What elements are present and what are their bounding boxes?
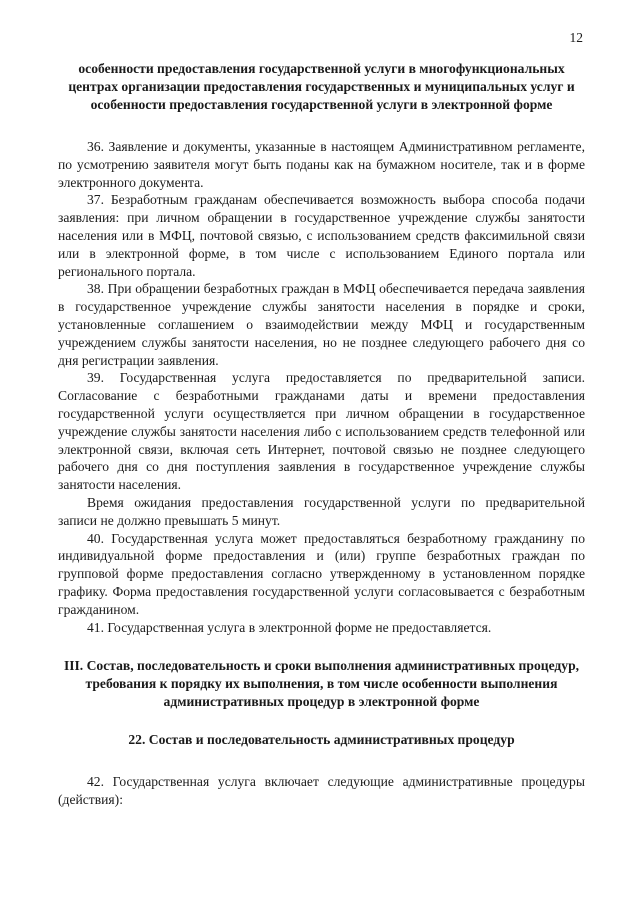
subsection-heading: 22. Состав и последовательность административных процедур <box>128 732 515 748</box>
section-heading: III. Состав, последовательность и сроки выполнения административных процедур, требования к порядку их выполнения, в том числе особенности выполнения административных процедур в электронной форме <box>63 658 580 710</box>
intro-heading: особенности предоставления государственной услуги в многофункциональных центрах организации предоставления государственных и муниципальных услуг и особенности предоставления государственной услуги в электронной форме <box>68 61 575 112</box>
page-number: 12 <box>569 30 583 45</box>
paragraph-list <box>58 138 585 636</box>
paragraph-38: 38. При обращении безработных граждан в МФЦ обеспечивается передача заявления в государственное учреждение службы занятости населения в порядке и сроки, установленные соглашением о взаимодействии между МФЦ и государственным учреждением службы занятости населения, но не позднее следующего рабочего дня со дня регистрации заявления. <box>58 281 585 368</box>
paragraph-39: 39. Государственная услуга предоставляется по предварительной записи. Согласование с безработными гражданами даты и времени предоставления государственной услуги осуществляется при личном обращении в государственное учреждение службы занятости населения либо с использованием средств телефонной или электронной связи, включая сеть Интернет, почтовой связью не позднее следующего рабочего дня со дня поступления заявления в государственное учреждение службы занятости населения. <box>58 370 585 493</box>
paragraph-40: 40. Государственная услуга может предоставляться безработному гражданину по индивидуальной форме предоставления и (или) группе безработных граждан по групповой форме предоставления согласно утвержденному в установленном порядке графику. Форма предоставления государственной услуги согласовывается с безработным гражданином. <box>58 530 585 617</box>
paragraph-36: 36. Заявление и документы, указанные в настоящем Административном регламенте, по усмотрению заявителя могут быть поданы как на бумажном носителе, так и в форме электронного документа. <box>58 139 585 190</box>
paragraph-41: 41. Государственная услуга в электронной форме не предоставляется. <box>87 619 492 635</box>
page-content <box>58 60 585 809</box>
paragraph-37: 37. Безработным гражданам обеспечивается возможность выбора способа подачи заявления: при личном обращении в государственное учреждение службы занятости населения или в МФЦ, почтовой связью, с использованием средств факсимильной связи или в электронной форме, в том числе с использованием Единого портала или регионального портала. <box>58 192 585 279</box>
paragraph-39-waiting-time: Время ожидания предоставления государственной услуги по предварительной записи не должно превышать 5 минут. <box>58 494 585 528</box>
paragraph-42: 42. Государственная услуга включает следующие административные процедуры (действия): <box>58 774 585 808</box>
